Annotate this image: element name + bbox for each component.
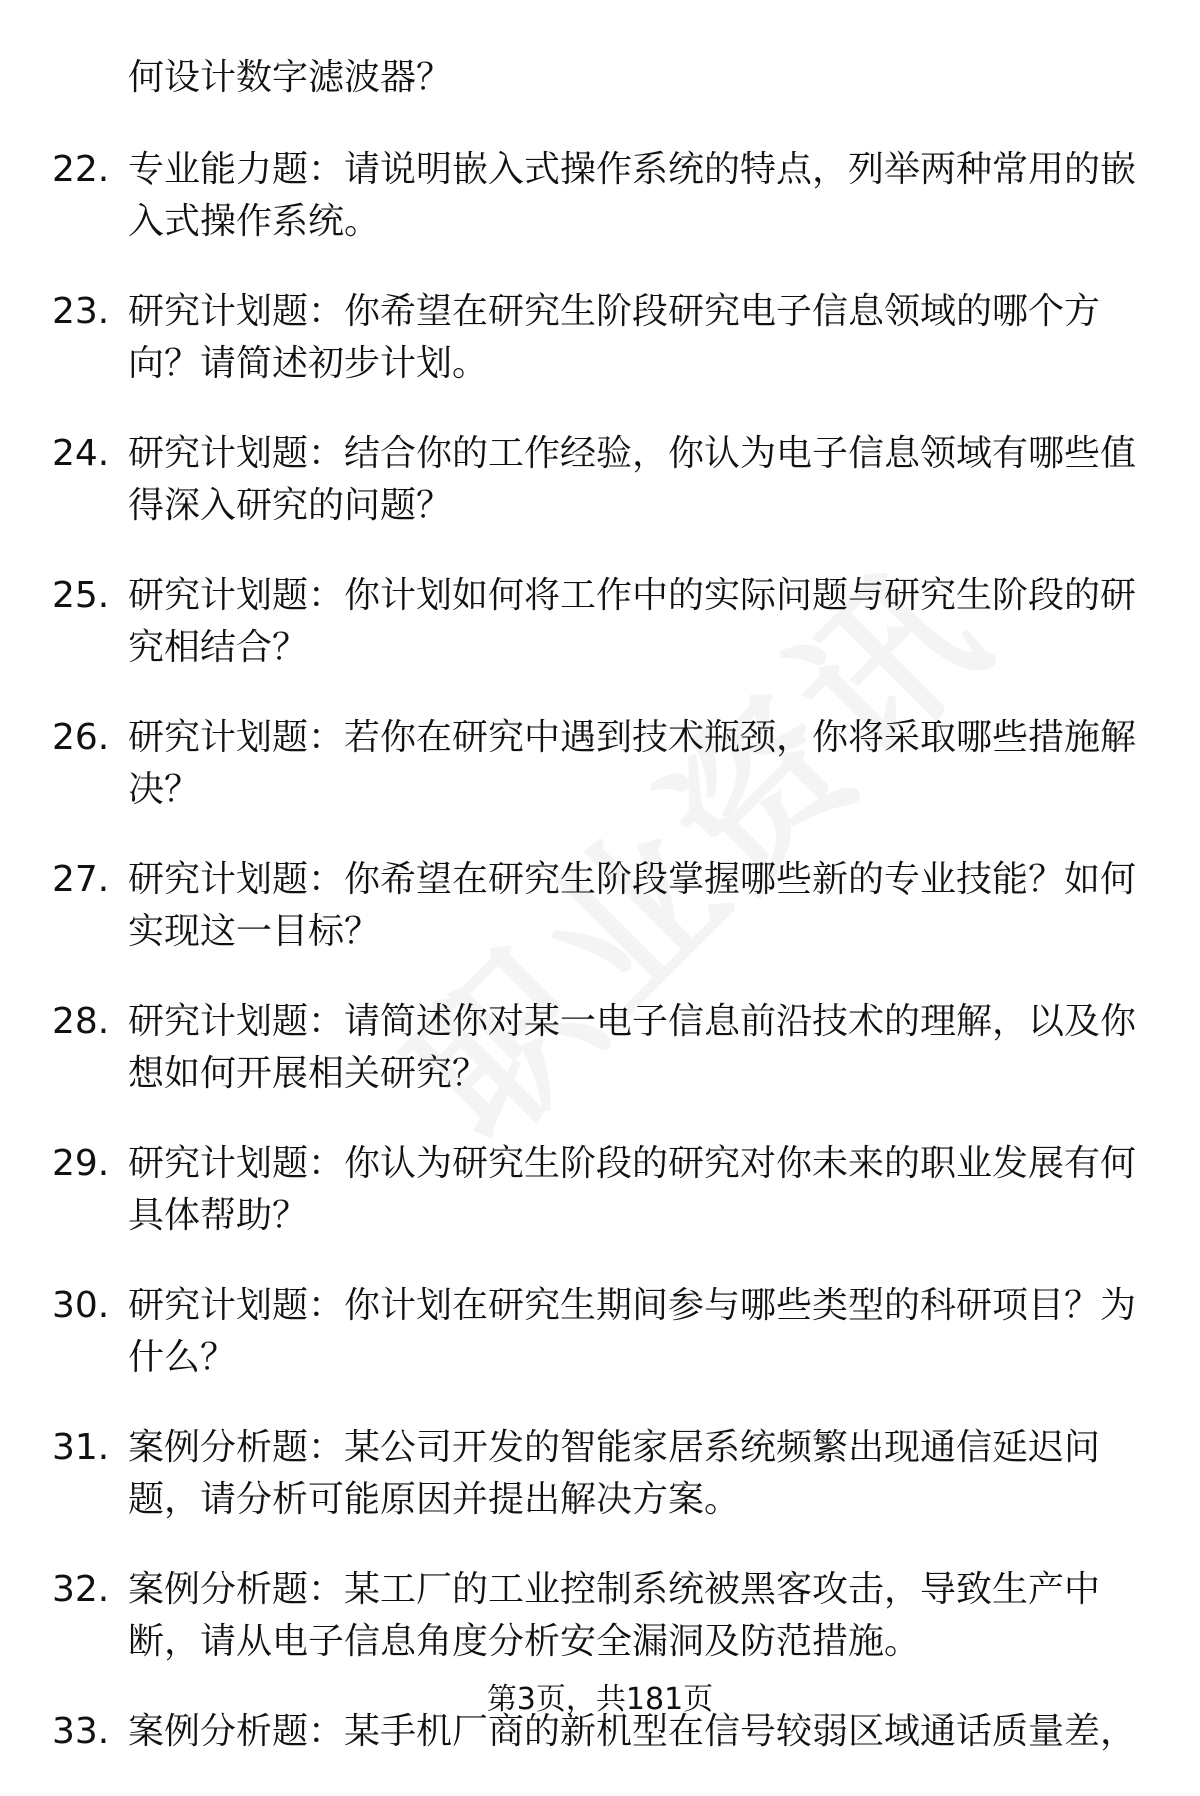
question-text: 研究计划题：结合你的工作经验，你认为电子信息领域有哪些值得深入研究的问题？: [128, 433, 1137, 526]
question-number: 32.: [52, 1569, 110, 1610]
question-item: [0, 1280, 1200, 1384]
question-item: [0, 144, 1200, 248]
question-number: 27.: [52, 859, 110, 900]
question-item: [0, 1138, 1200, 1242]
continuation-text: 何设计数字滤波器？: [128, 57, 453, 98]
question-item: [0, 428, 1200, 532]
question-text: 研究计划题：请简述你对某一电子信息前沿技术的理解，以及你想如何开展相关研究？: [128, 1001, 1137, 1094]
question-item: [0, 1564, 1200, 1668]
question-text: 研究计划题：你希望在研究生阶段掌握哪些新的专业技能？如何实现这一目标？: [128, 859, 1137, 952]
question-item: [0, 854, 1200, 958]
question-item: [0, 712, 1200, 816]
question-number: 29.: [52, 1143, 110, 1184]
question-text: 研究计划题：你认为研究生阶段的研究对你未来的职业发展有何具体帮助？: [128, 1143, 1137, 1236]
question-item: [0, 570, 1200, 674]
question-number: 30.: [52, 1285, 110, 1326]
question-text: 研究计划题：若你在研究中遇到技术瓶颈，你将采取哪些措施解决？: [128, 717, 1137, 810]
question-text: 案例分析题：某公司开发的智能家居系统频繁出现通信延迟问题，请分析可能原因并提出解决方案。: [128, 1427, 1101, 1520]
question-item: [0, 996, 1200, 1100]
question-text: 研究计划题：你计划在研究生期间参与哪些类型的科研项目？为什么？: [128, 1285, 1137, 1378]
question-number: 33.: [52, 1711, 110, 1752]
question-text: 研究计划题：你希望在研究生阶段研究电子信息领域的哪个方向？请简述初步计划。: [128, 291, 1101, 384]
question-number: 31.: [52, 1427, 110, 1468]
question-number: 24.: [52, 433, 110, 474]
question-number: 23.: [52, 291, 110, 332]
question-number: 28.: [52, 1001, 110, 1042]
question-item: [0, 286, 1200, 390]
question-item: [0, 1422, 1200, 1526]
question-number: 25.: [52, 575, 110, 616]
question-number: 22.: [52, 149, 110, 190]
question-text: 专业能力题：请说明嵌入式操作系统的特点，列举两种常用的嵌入式操作系统。: [128, 149, 1137, 242]
page-footer: 第3页，共181页: [486, 1682, 714, 1717]
question-text: 案例分析题：某手机厂商的新机型在信号较弱区域通话质量差，: [128, 1711, 1137, 1752]
question-text: 案例分析题：某工厂的工业控制系统被黑客攻击，导致生产中断，请从电子信息角度分析安全漏洞及防范措施。: [128, 1569, 1101, 1662]
question-list: [0, 52, 1200, 1796]
question-text: 研究计划题：你计划如何将工作中的实际问题与研究生阶段的研究相结合？: [128, 575, 1137, 668]
question-number: 26.: [52, 717, 110, 758]
